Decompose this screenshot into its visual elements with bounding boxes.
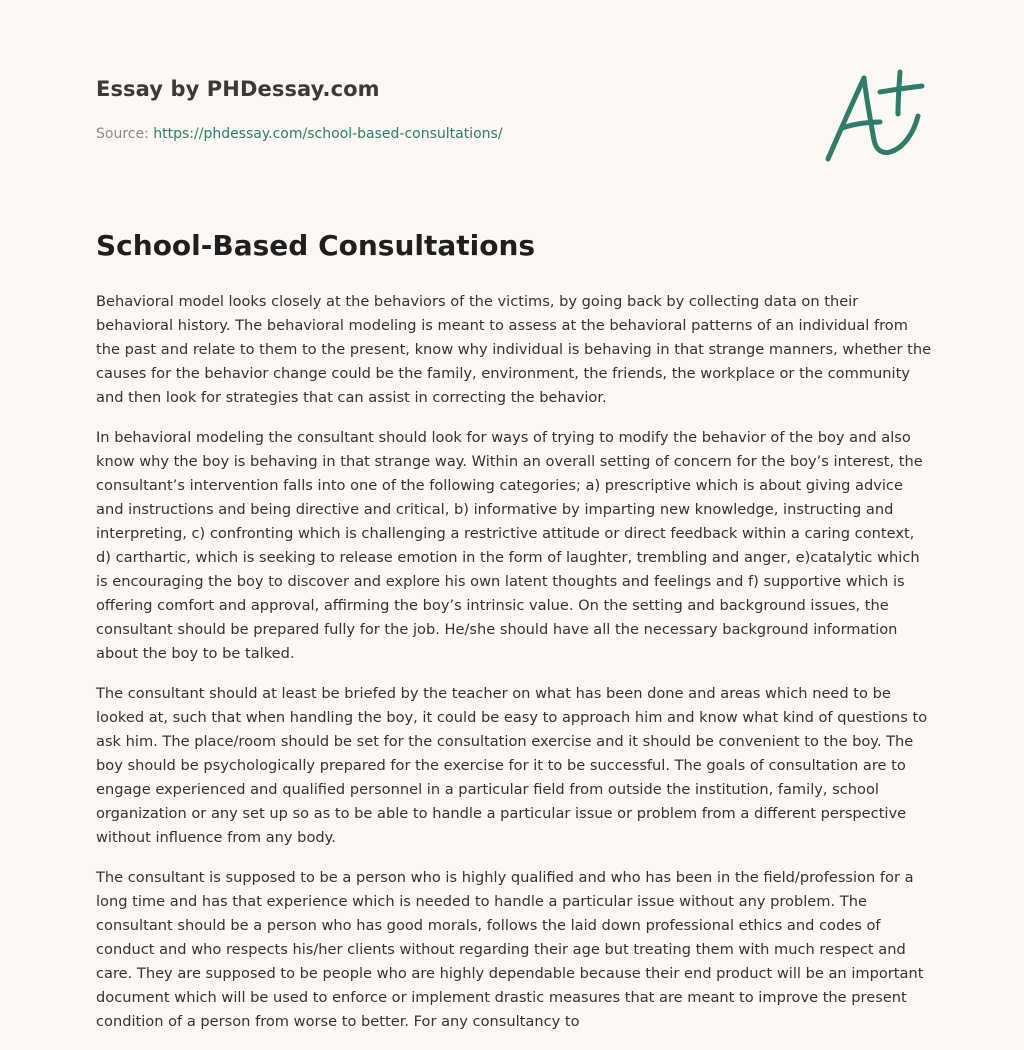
essay-paragraph: The consultant is supposed to be a person who is highly qualified and who has been in the field/profession for a long time and has that experience which is needed to handle a particular issue without any problem. The consultant should be a person who has good morals, follows the laid down professional ethics and codes of conduct and who respects his/her clients without regarding their age but treating them with much respect and care. They are supposed to be people who are highly dependable because their end product will be an important document which will be used to enforce or implement drastic measures that are meant to improve the present condition of a person from worse to better. For any consultancy to (96, 869, 924, 1030)
source-label: Source: (96, 126, 149, 142)
source-link[interactable]: https://phdessay.com/school-based-consultations/ (153, 126, 503, 142)
essay-paragraph: Behavioral model looks closely at the behaviors of the victims, by going back by collecting data on their behavioral history. The behavioral modeling is meant to assess at the behavioral patterns of an individual from the past and relate to them to the present, know why individual is behaving in that strange manners, whether the causes for the behavior change could be the family, environment, the friends, the workplace or the community and then look for strategies that can assist in correcting the behavior. (96, 293, 932, 406)
site-title: Essay by PHDessay.com (96, 77, 380, 101)
essay-header (96, 74, 796, 144)
essay-content (96, 226, 932, 1050)
essay-paragraph: In behavioral modeling the consultant should look for ways of trying to modify the behavior of the boy and also know why the boy is behaving in that strange way. Within an overall setting of concern for the boy’s interest, the consultant’s intervention falls into one of the following categories; a) prescriptive which is about giving advice and instructions and being directive and critical, b) informative by imparting new knowledge, instructing and interpreting, c) confronting which is challenging a restrictive attitude or direct feedback within a caring context, d) carthartic, which is seeking to release emotion in the form of laughter, trembling and anger, e)catalytic which is encouraging the boy to discover and explore his own latent thoughts and feelings and f) supportive which is offering comfort and approval, affirming the boy’s intrinsic value. On the setting and background issues, the consultant should be prepared fully for the job. He/she should have all the necessary background information about the boy to be talked. (96, 429, 923, 662)
essay-paragraph: The consultant should at least be briefed by the teacher on what has been done and areas which need to be looked at, such that when handling the boy, it could be easy to approach him and know what kind of questions to ask him. The place/room should be set for the consultation exercise and it should be convenient to the boy. The boy should be psychologically prepared for the exercise for it to be successful. The goals of consultation are to engage experienced and qualified personnel in a particular field from outside the institution, family, school organization or any set up so as to be able to handle a particular issue or problem from a different perspective without influence from any body. (96, 685, 928, 846)
a-plus-grade-icon (818, 66, 930, 168)
essay-title: School-Based Consultations (96, 229, 536, 262)
source-line (96, 124, 796, 144)
